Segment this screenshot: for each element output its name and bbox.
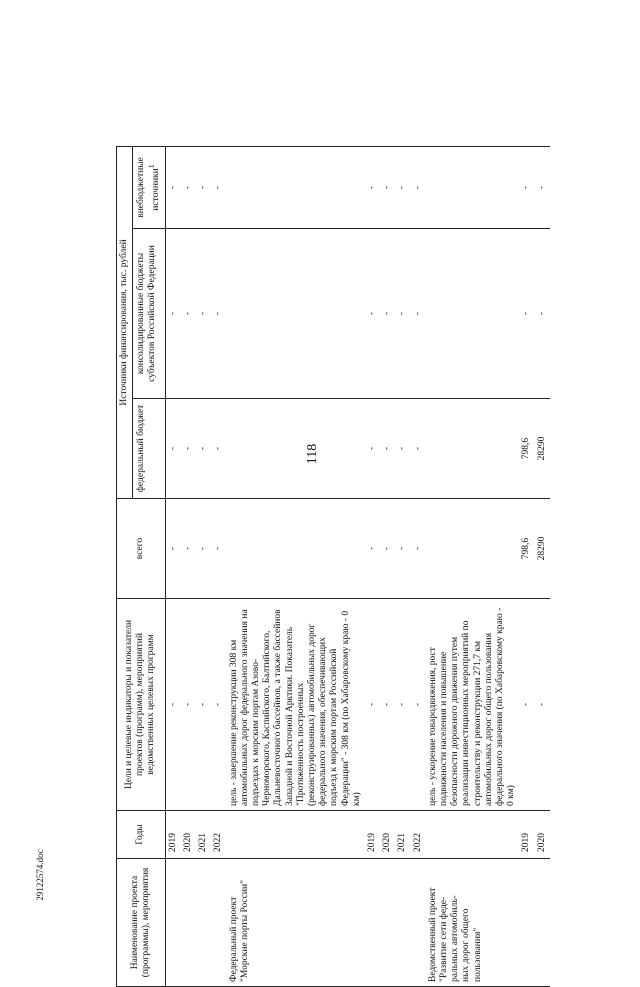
row-goal: - [519, 599, 534, 811]
table-row [411, 147, 426, 987]
project-goal-text: цель - завершение реконструкции 308 км автомобильных дорог федерального значения на подъездах к морским портам Азово-Черноморского, Каспийского, Балтийского, Дальневосточного бассейнов, а также бассейнов Западной и Восточной Арктики. Показатель "Протяженность построенных (реконструированных) автомобильных дорог федерального значения, обеспечивающих подъезд к морским портам Российской Федерации" - 308 км (по Хабаровскому краю - 0 км) [227, 599, 365, 811]
row-regional: - [380, 229, 395, 399]
project-row-razvitie-seti [426, 147, 520, 987]
row-total: - [211, 499, 226, 599]
header-extra-label: внебюджетные источники [136, 157, 162, 218]
row-year: 2019 [519, 811, 534, 859]
row-extra: - [196, 147, 211, 229]
row-extra: - [380, 147, 395, 229]
row-total: - [181, 499, 196, 599]
row-goal: - [411, 599, 426, 811]
header-goals: Цели и целевые индикаторы и показатели проектов (программ), мероприятий ведомственных целевых программ [117, 599, 166, 811]
row-regional: - [411, 229, 426, 399]
header-sources: Источники финансирования, тыс. рублей [117, 147, 133, 499]
row-extra: - [165, 147, 181, 229]
row-goal: - [365, 599, 380, 811]
row-federal: - [365, 399, 380, 499]
row-federal: - [196, 399, 211, 499]
row-total: - [365, 499, 380, 599]
row-extra: - [211, 147, 226, 229]
table-row [165, 147, 181, 987]
row-total: - [411, 499, 426, 599]
header-federal: федеральный бюджет [133, 399, 166, 499]
row-regional: - [196, 229, 211, 399]
row-goal: - [196, 599, 211, 811]
row-year: 2021 [395, 811, 410, 859]
project-row-morskie-porty [227, 147, 365, 987]
table-row [519, 147, 534, 987]
row-regional: - [211, 229, 226, 399]
row-goal: - [211, 599, 226, 811]
row-total: - [395, 499, 410, 599]
table-row [380, 147, 395, 987]
row-regional: - [365, 229, 380, 399]
row-total: - [165, 499, 181, 599]
row-total: - [196, 499, 211, 599]
row-year: 2020 [380, 811, 395, 859]
row-regional: - [535, 229, 550, 399]
row-year: 2020 [181, 811, 196, 859]
row-regional: - [181, 229, 196, 399]
row-goal: - [535, 599, 550, 811]
financing-table [116, 146, 550, 987]
row-regional: - [395, 229, 410, 399]
row-extra: - [395, 147, 410, 229]
table-row [365, 147, 380, 987]
header-extra [133, 147, 166, 229]
header-extra-footnote: 1 [147, 164, 157, 169]
row-name [165, 859, 226, 987]
row-total: - [380, 499, 395, 599]
row-federal: - [165, 399, 181, 499]
header-years: Годы [117, 811, 166, 859]
row-goal: - [380, 599, 395, 811]
row-federal: - [181, 399, 196, 499]
row-regional: - [519, 229, 534, 399]
table-row [535, 147, 550, 987]
row-year: 2019 [365, 811, 380, 859]
row-federal: - [395, 399, 410, 499]
row-goal: - [395, 599, 410, 811]
project-name: Ведомственный проект "Развитие сети феде- ральных автомобиль- ных дорог общего пользования" [426, 859, 520, 987]
header-regional: консолидированные бюджеты субъектов Российской Федерации [133, 229, 166, 399]
row-federal: 798,6 [519, 399, 534, 499]
project-goal-text: цель - ускорение товародвижения, рост подвижности населения и повышение безопасности дорожного движения путем реализации инвестиционных мероприятий по строительству и реконструкции 271,7 км автомобильных дорог общего пользования федерального значения (по Хабаровскому краю - 0 км) [426, 599, 520, 811]
row-regional: - [165, 229, 181, 399]
row-year: 2020 [535, 811, 550, 859]
header-total: всего [117, 499, 166, 599]
row-total: 798,6 [519, 499, 534, 599]
row-year: 2022 [211, 811, 226, 859]
project-name: Федеральный проект "Морские порты России" [227, 859, 365, 987]
row-goal: - [181, 599, 196, 811]
document-table-frame [116, 147, 556, 987]
row-year: 2021 [196, 811, 211, 859]
row-extra: - [365, 147, 380, 229]
row-federal: - [380, 399, 395, 499]
row-federal: 28290 [535, 399, 550, 499]
row-federal: - [211, 399, 226, 499]
header-project-name: Наименование проекта (программы), мероприятия [117, 859, 166, 987]
page-number: 118 [305, 443, 320, 465]
row-goal: - [165, 599, 181, 811]
row-extra: - [535, 147, 550, 229]
footer-filename: 29122574.doc [35, 849, 45, 901]
row-total: 28290 [535, 499, 550, 599]
row-extra: - [519, 147, 534, 229]
row-extra: - [181, 147, 196, 229]
row-year: 2022 [411, 811, 426, 859]
row-extra: - [411, 147, 426, 229]
row-federal: - [411, 399, 426, 499]
row-year: 2019 [165, 811, 181, 859]
table-row [395, 147, 410, 987]
